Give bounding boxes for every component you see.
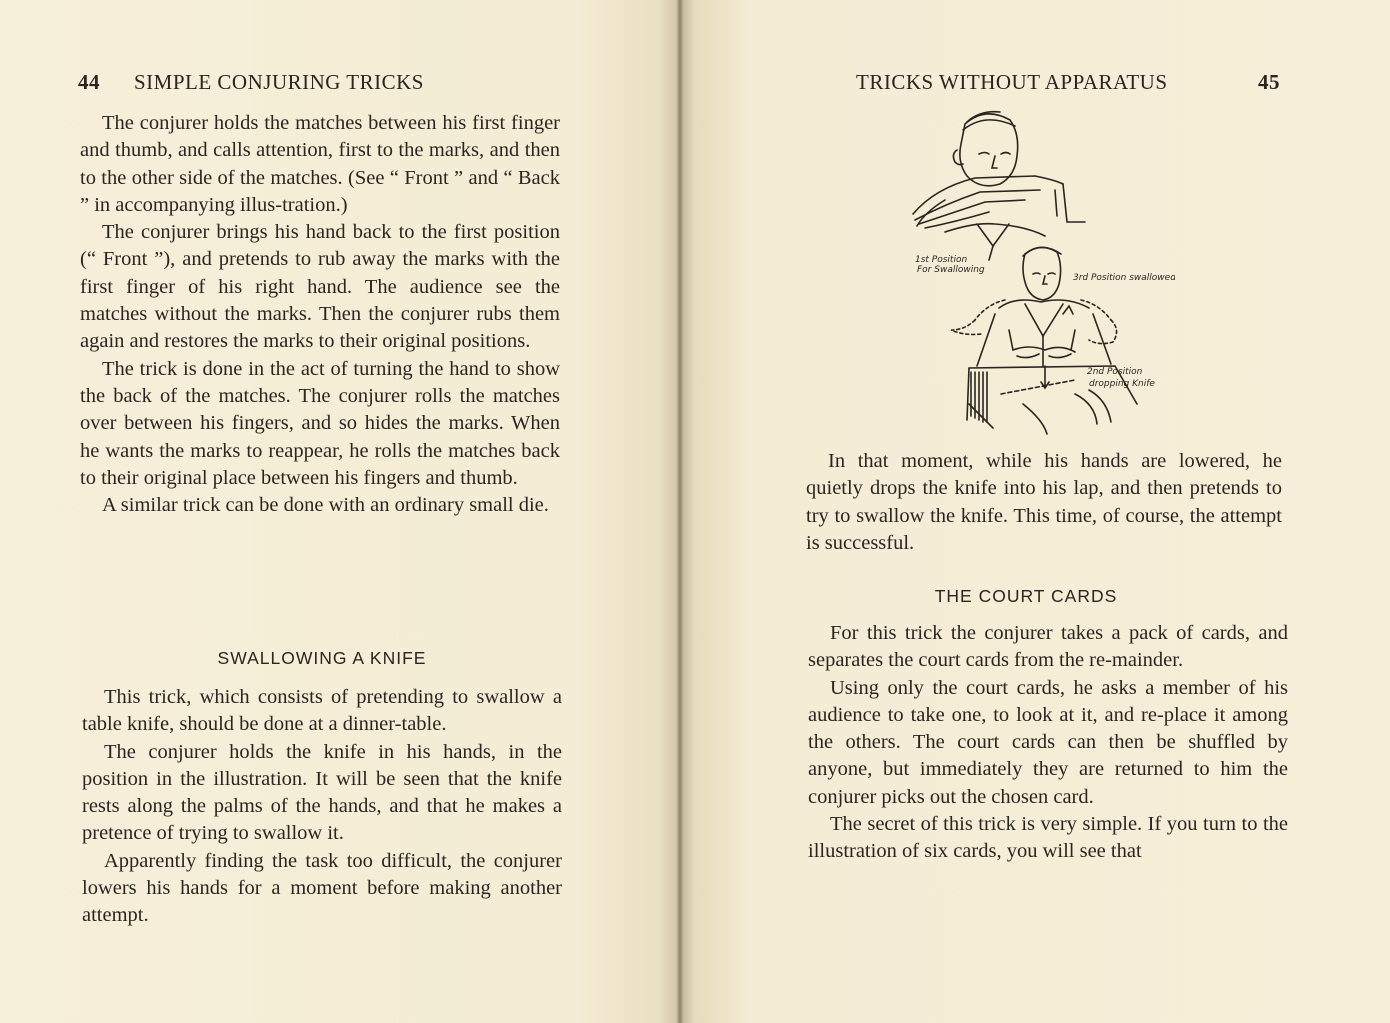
book-gutter [676, 0, 684, 1023]
paragraph: A similar trick can be done with an ordinary small die. [102, 494, 549, 517]
section-heading-court-cards: THE COURT CARDS [934, 586, 1118, 606]
caption-for-swallowing: For Swallowing [917, 265, 985, 275]
right-body-top [806, 448, 1282, 557]
paragraph: For this trick the conjurer takes a pack of cards, and separates the court cards from the re-mainder. [808, 622, 1288, 672]
left-body-top [80, 110, 560, 519]
paragraph: The conjurer brings his hand back to the first position (“ Front ”), and pretends to rub away the marks with the first finger of his right hand. The audience see the matches without the marks. Then the conjurer rubs them again and restores the marks to their original positions. [80, 221, 560, 353]
left-page-number: 44 [78, 70, 100, 94]
paragraph: In that moment, while his hands are lowered, he quietly drops the knife into his lap, and then pretends to try to swallow the knife. This time, of course, the attempt is successful. [806, 450, 1282, 554]
left-running-head [78, 70, 560, 95]
caption-third-position: 3rd Position swallowed [1073, 273, 1175, 283]
paragraph: Apparently finding the task too difficult, the conjurer lowers his hands for a moment before making another attempt. [82, 849, 562, 927]
paragraph: The trick is done in the act of turning the hand to show the back of the matches. The conjurer rolls the matches over between his fingers, and so hides the marks. When he wants the marks to reappear, he rolls the matches back to their original place between his fingers and thumb. [80, 357, 560, 489]
caption-second-position: 2nd Position [1087, 367, 1143, 377]
paragraph: The conjurer holds the matches between his first finger and thumb, and calls attention, first to the marks, and then to the other side of the matches. (See “ Front ” and “ Back ” in accompanying illus-tration.) [80, 112, 560, 216]
right-body-bottom [808, 620, 1288, 866]
left-running-title: SIMPLE CONJURING TRICKS [134, 70, 424, 94]
left-body-bottom [82, 684, 562, 930]
right-running-head [856, 70, 1280, 95]
caption-dropping-knife: dropping Knife [1089, 379, 1155, 389]
right-running-title: TRICKS WITHOUT APPARATUS [856, 70, 1168, 94]
section-heading-swallowing-knife: SWALLOWING A KNIFE [217, 648, 427, 668]
paragraph: Using only the court cards, he asks a member of his audience to take one, to look at it, and re-place it among the others. The court cards can then be shuffled by anyone, but immediately they are returned to him the conjurer picks out the chosen card. [808, 676, 1288, 808]
paragraph: The conjurer holds the knife in his hands, in the position in the illustration. It will be seen that the knife rests along the palms of the hands, and that he makes a pretence of trying to swallow it. [82, 740, 562, 845]
right-page-number: 45 [1258, 70, 1280, 94]
illustration-drawing [905, 104, 1175, 440]
caption-first-position: 1st Position [915, 255, 968, 265]
paragraph: This trick, which consists of pretending to swallow a table knife, should be done at a dinner-table. [82, 686, 562, 736]
paragraph: The secret of this trick is very simple. If you turn to the illustration of six cards, you will see that [808, 813, 1288, 863]
knife-swallowing-illustration [905, 104, 1175, 440]
